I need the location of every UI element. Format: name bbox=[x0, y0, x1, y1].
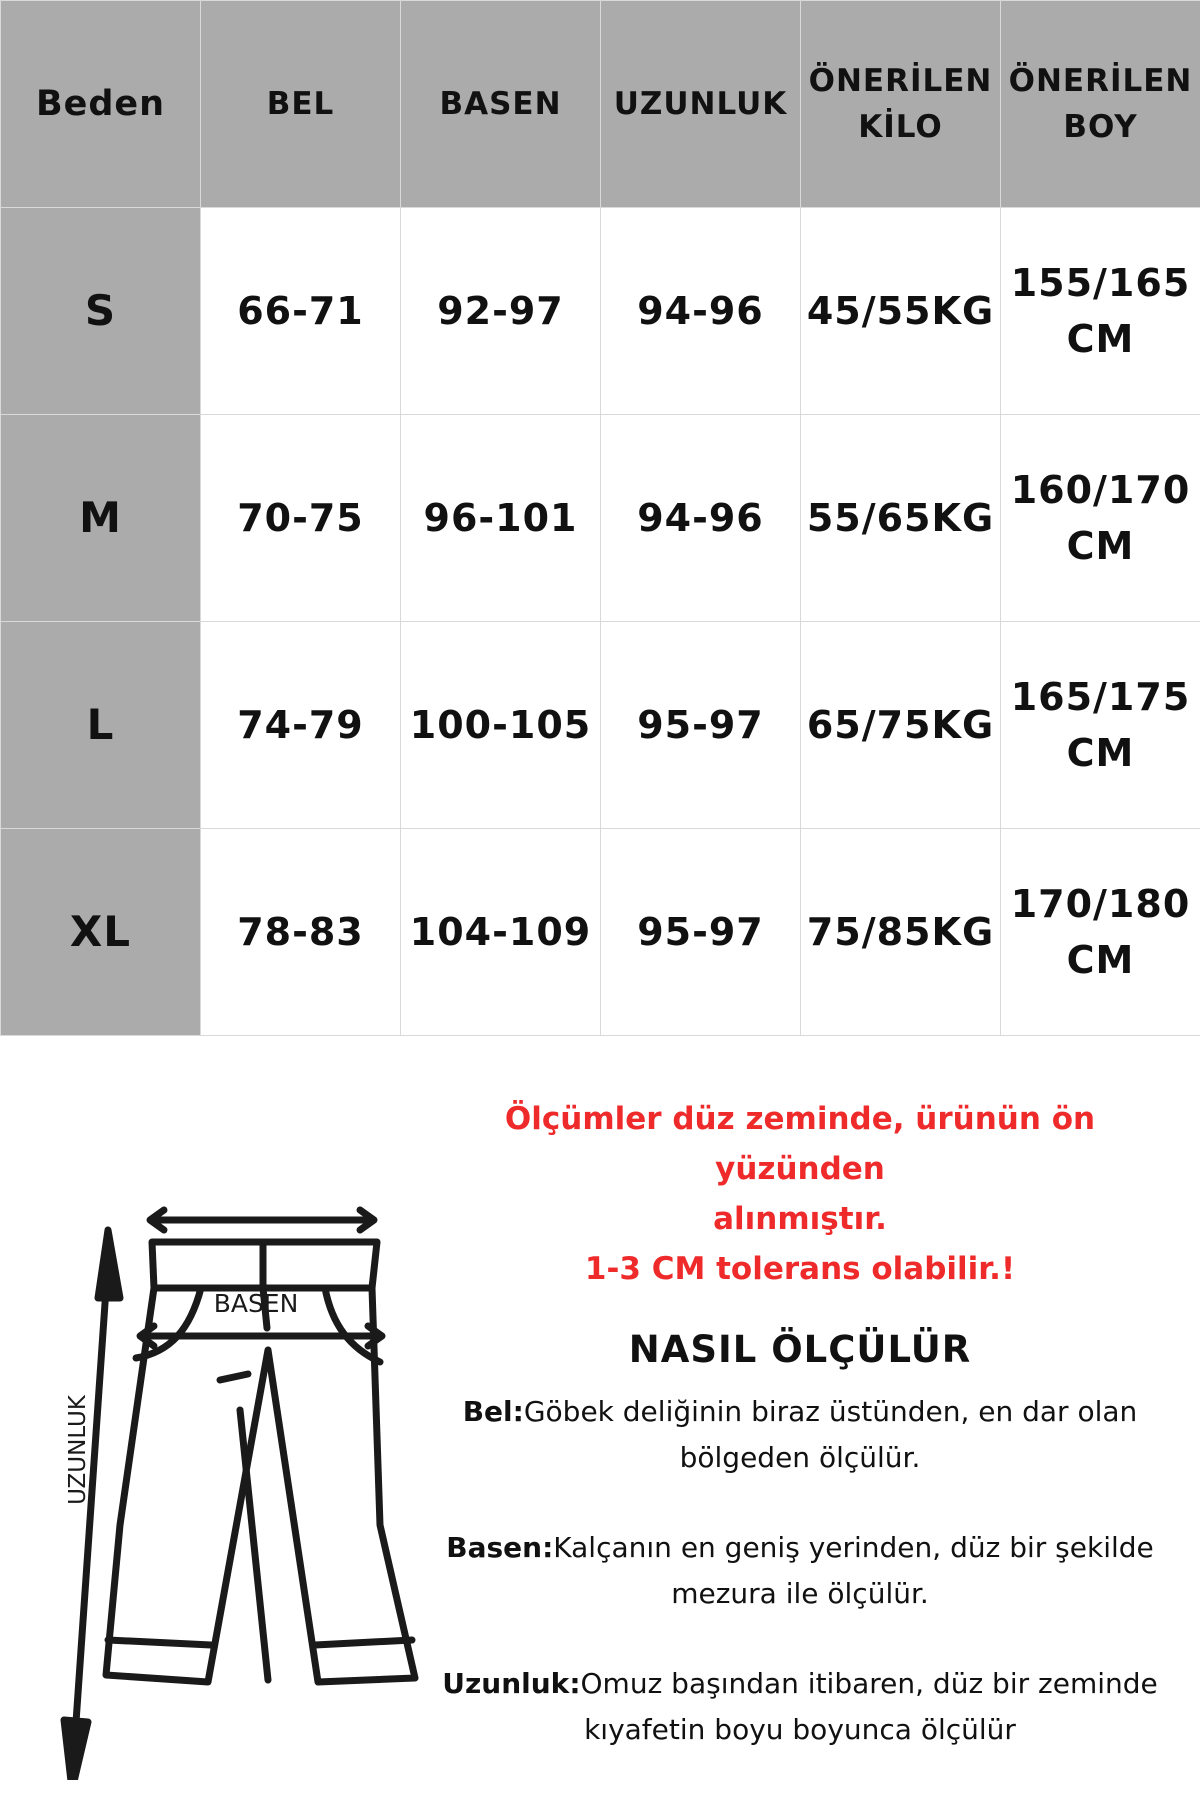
basen-cell: 92-97 bbox=[401, 208, 601, 415]
kilo-cell: 55/65KG bbox=[801, 415, 1001, 622]
bel-cell: 78-83 bbox=[201, 829, 401, 1036]
table-header-row bbox=[1, 1, 1200, 208]
header-basen: BASEN bbox=[401, 1, 601, 208]
uzunluk-cell: 94-96 bbox=[601, 208, 801, 415]
uzunluk-cell: 94-96 bbox=[601, 415, 801, 622]
table-row bbox=[1, 415, 1200, 622]
table-row bbox=[1, 208, 1200, 415]
size-cell: S bbox=[1, 208, 201, 415]
measure-guide bbox=[440, 1094, 1160, 1753]
kilo-cell: 75/85KG bbox=[801, 829, 1001, 1036]
table-row bbox=[1, 829, 1200, 1036]
size-cell: XL bbox=[1, 829, 201, 1036]
boy-cell: 170/180 CM bbox=[1001, 829, 1200, 1036]
guide-term: Basen bbox=[446, 1531, 543, 1564]
header-uzunluk: UZUNLUK bbox=[601, 1, 801, 208]
boy-cell: 165/175 CM bbox=[1001, 622, 1200, 829]
basen-cell: 100-105 bbox=[401, 622, 601, 829]
guide-item-uzunluk: Uzunluk:Omuz başından itibaren, düz bir zeminde kıyafetin boyu boyunca ölçülür bbox=[442, 1667, 1158, 1746]
basen-cell: 96-101 bbox=[401, 415, 601, 622]
header-bel: BEL bbox=[201, 1, 401, 208]
header-onerilen-kilo: ÖNERİLEN KİLO bbox=[801, 1, 1001, 208]
boy-cell: 160/170 CM bbox=[1001, 415, 1200, 622]
uzunluk-cell: 95-97 bbox=[601, 829, 801, 1036]
guide-item-bel: Bel:Göbek deliğinin biraz üstünden, en dar olan bölgeden ölçülür. bbox=[462, 1395, 1138, 1474]
header-onerilen-boy: ÖNERİLEN BOY bbox=[1001, 1, 1200, 208]
uzunluk-diagram-label: UZUNLUK bbox=[65, 1395, 91, 1505]
notice-text: Ölçümler düz zeminde, ürünün ön yüzünden alınmıştır. 1-3 CM tolerans olabilir.! bbox=[504, 1101, 1096, 1287]
table-row bbox=[1, 622, 1200, 829]
pants-diagram bbox=[50, 1180, 450, 1780]
bel-cell: 74-79 bbox=[201, 622, 401, 829]
guide-term: Uzunluk bbox=[442, 1667, 570, 1700]
basen-diagram-label: BASEN bbox=[213, 1289, 299, 1318]
size-cell: L bbox=[1, 622, 201, 829]
guide-title: NASIL ÖLÇÜLÜR bbox=[628, 1328, 972, 1371]
kilo-cell: 45/55KG bbox=[801, 208, 1001, 415]
boy-cell: 155/165 CM bbox=[1001, 208, 1200, 415]
basen-cell: 104-109 bbox=[401, 829, 601, 1036]
uzunluk-cell: 95-97 bbox=[601, 622, 801, 829]
size-cell: M bbox=[1, 415, 201, 622]
bel-cell: 70-75 bbox=[201, 415, 401, 622]
hip-arrow bbox=[140, 1326, 382, 1346]
header-beden: Beden bbox=[1, 1, 201, 208]
bel-cell: 66-71 bbox=[201, 208, 401, 415]
guide-item-basen: Basen:Kalçanın en geniş yerinden, düz bir şekilde mezura ile ölçülür. bbox=[446, 1531, 1154, 1610]
kilo-cell: 65/75KG bbox=[801, 622, 1001, 829]
guide-term: Bel bbox=[462, 1395, 513, 1428]
waist-arrow bbox=[150, 1210, 374, 1230]
